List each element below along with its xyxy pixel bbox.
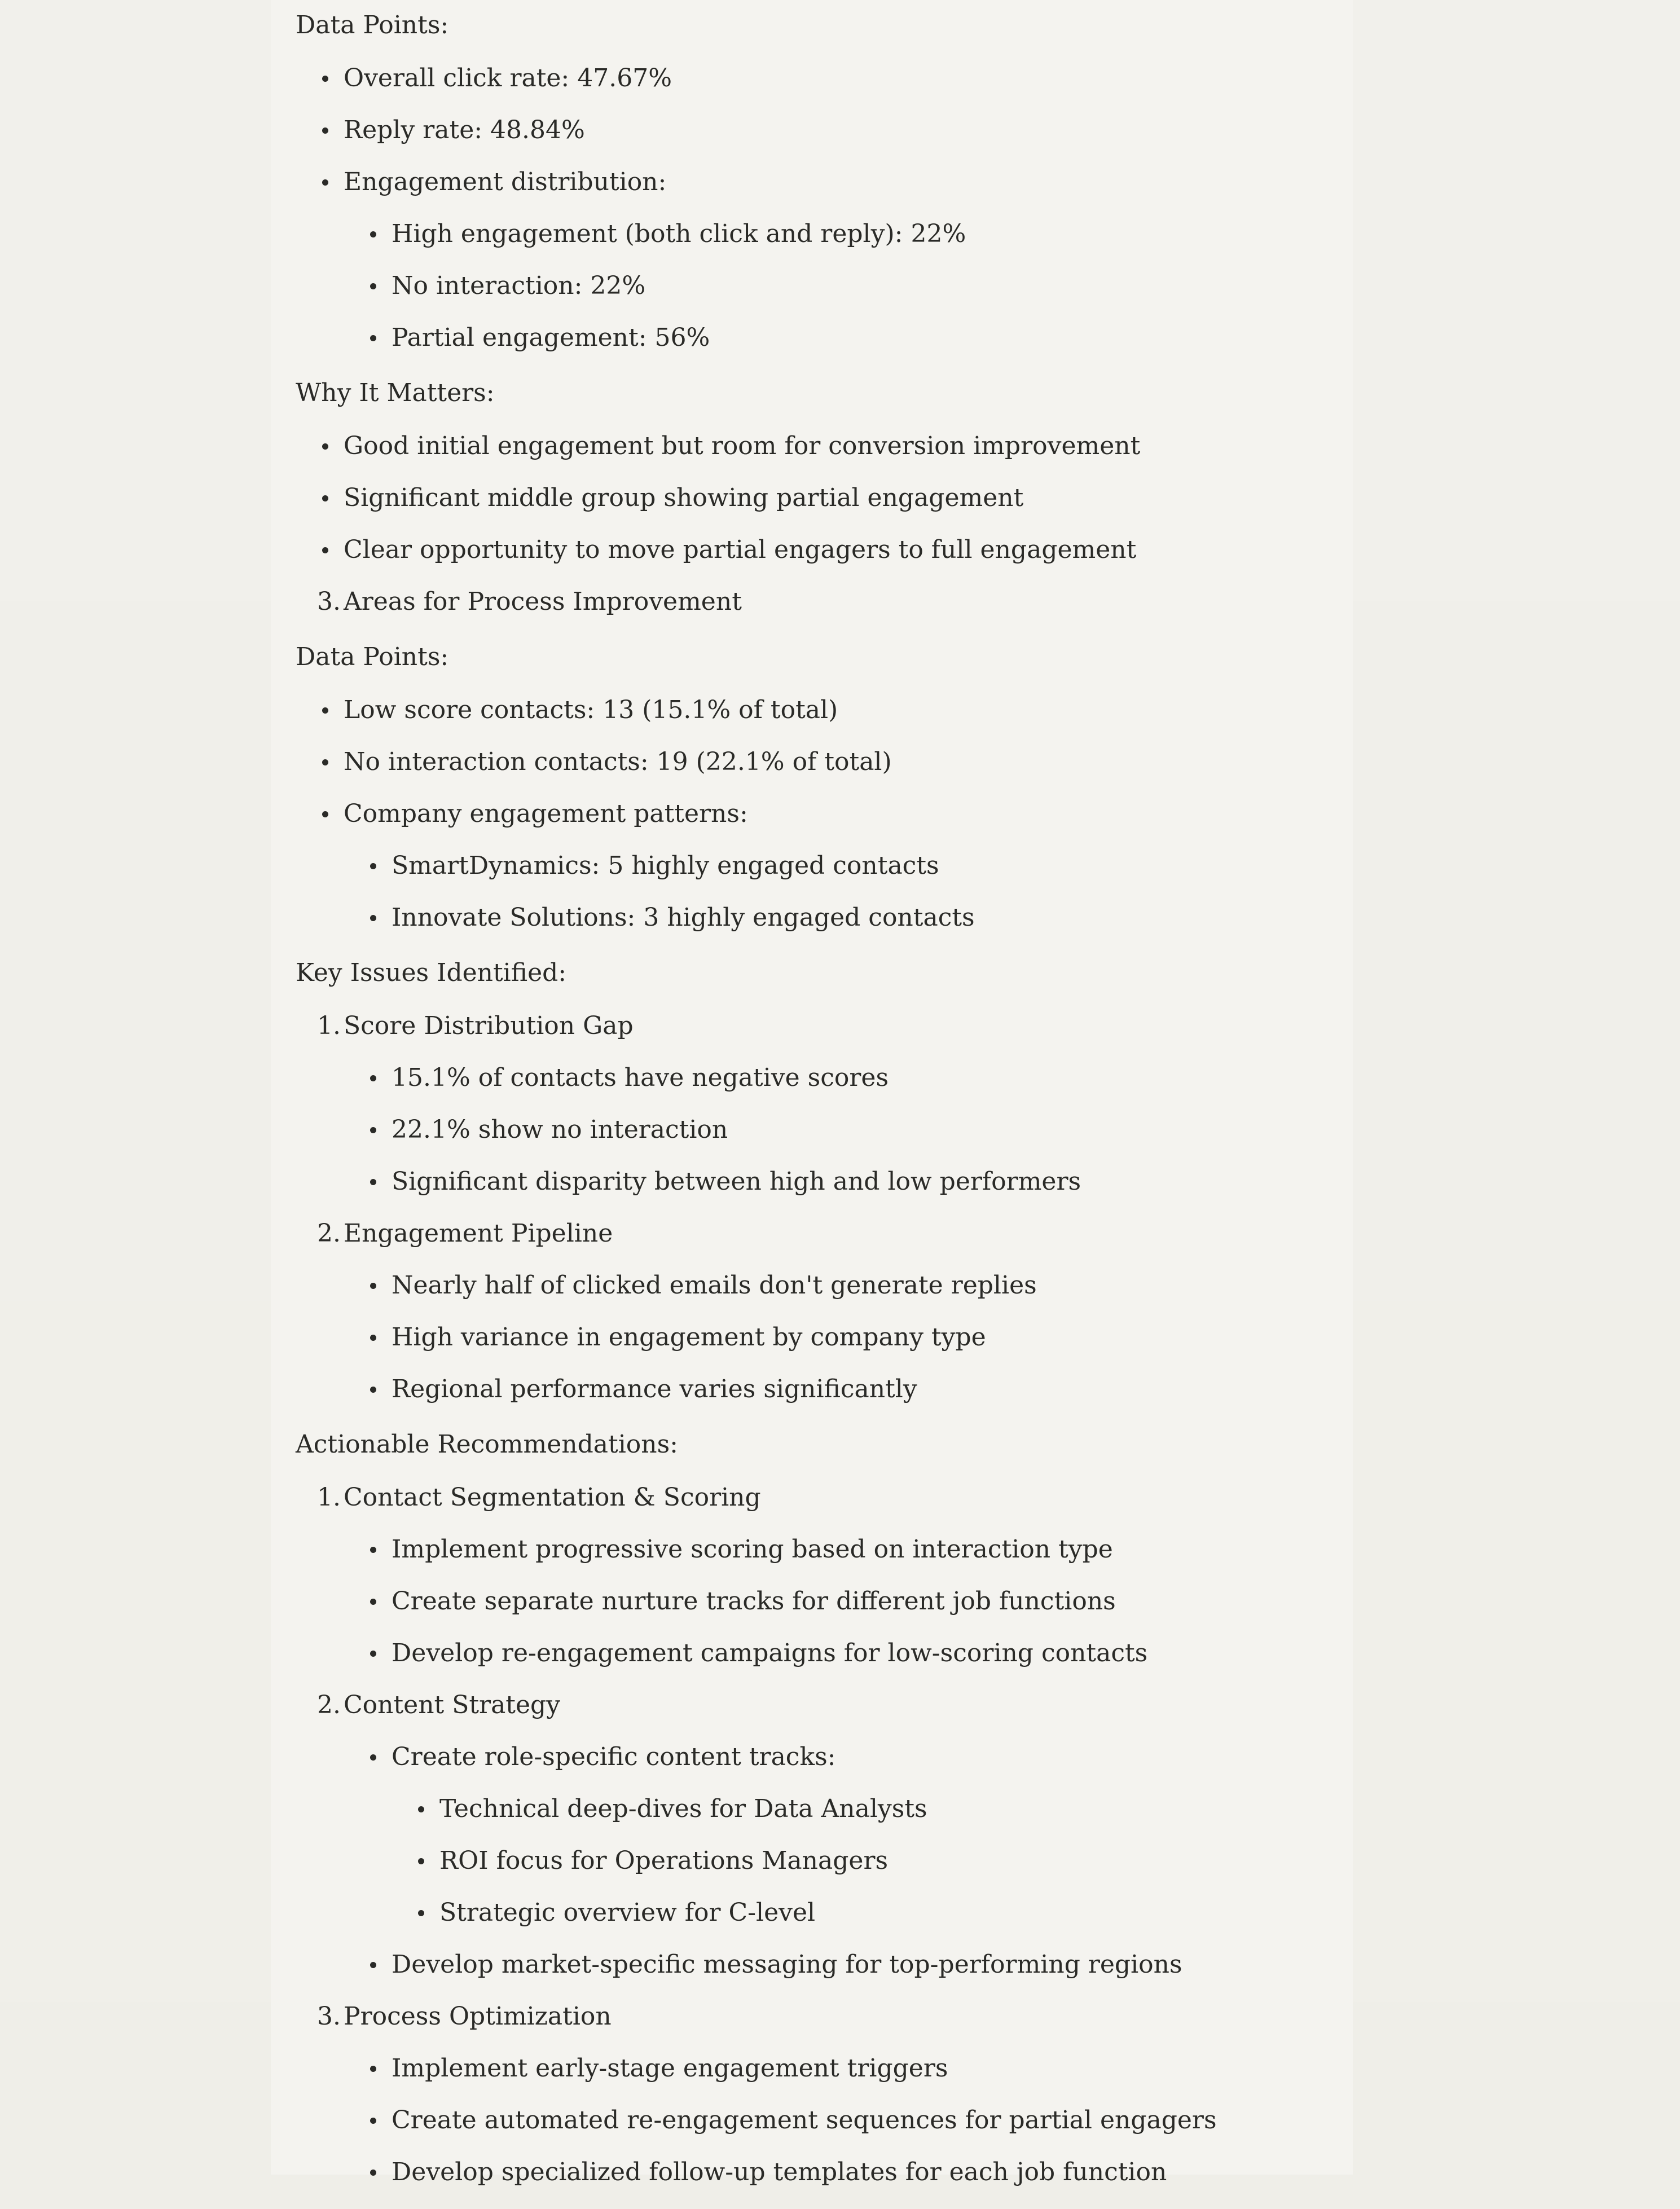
section-heading: Key Issues Identified: (296, 958, 567, 987)
bullet-dot (322, 495, 328, 501)
document-page (271, 0, 1353, 2186)
list-item: Low score contacts: 13 (15.1% of total) (296, 695, 1334, 747)
bullet-dot (370, 1075, 376, 1081)
bullet-dot (322, 443, 328, 450)
item-number: 3. (317, 587, 341, 616)
bullet-dot (370, 1651, 376, 1657)
numbered-item: 1. Score Distribution Gap (317, 1011, 634, 1040)
sub-list-item: No interaction: 22% (296, 271, 1334, 323)
bullet-dot (370, 1283, 376, 1289)
bullet-dot (370, 1962, 376, 1968)
bullet-dot (418, 1858, 424, 1864)
bullet-list (296, 431, 1334, 642)
item-number: 2. (317, 1691, 341, 1719)
bullet-dot (370, 863, 376, 869)
section-heading: Data Points: (296, 643, 449, 671)
section-heading: Why It Matters: (296, 379, 495, 407)
sub-list-item: Innovate Solutions: 3 highly engaged contacts (296, 903, 1334, 958)
item-number: 1. (317, 1483, 341, 1512)
sub-list-item: 22.1% show no interaction (296, 1115, 1334, 1167)
sub-list-item: Develop re-engagement campaigns for low-scoring contacts (296, 1638, 1334, 1690)
bullet-dot (370, 1599, 376, 1605)
sub-sub-list-item: Strategic overview for C-level (296, 1898, 1334, 1950)
bullet-dot (370, 2170, 376, 2176)
item-number: 3. (317, 2002, 341, 2031)
bullet-dot (322, 707, 328, 714)
bullet-dot (370, 1127, 376, 1133)
sub-list-item: Regional performance varies significantly (296, 1374, 1334, 1429)
list-item: Overall click rate: 47.67% (296, 63, 1334, 115)
bullet-dot (370, 335, 376, 341)
sub-list-item: High engagement (both click and reply): 22% (296, 219, 1334, 271)
bullet-dot (370, 1547, 376, 1553)
sub-list-item: Develop market-specific messaging for top-performing regions (296, 1950, 1334, 2001)
sub-list-item: 15.1% of contacts have negative scores (296, 1063, 1334, 1115)
numbered-list (296, 1482, 1334, 2209)
sub-list-item: Significant disparity between high and low performers (296, 1167, 1334, 1218)
item-number: 1. (317, 1011, 341, 1040)
list-item: Significant middle group showing partial engagement (296, 483, 1334, 535)
bullet-dot (370, 231, 376, 237)
sub-list-item: Create role-specific content tracks: (296, 1742, 1334, 1794)
bullet-dot (322, 811, 328, 817)
numbered-item: 2. Engagement Pipeline (317, 1219, 613, 1248)
list-item: Engagement distribution: (296, 167, 1334, 219)
section-heading: Data Points: (296, 11, 449, 39)
list-item: Good initial engagement but room for conversion improvement (296, 431, 1334, 483)
bullet-dot (370, 1754, 376, 1761)
bullet-dot (322, 127, 328, 134)
sub-list-item: Partial engagement: 56% (296, 323, 1334, 378)
sub-list-item: Implement progressive scoring based on interaction type (296, 1534, 1334, 1586)
bullet-dot (322, 547, 328, 553)
bullet-dot (370, 283, 376, 289)
bullet-list (296, 695, 1334, 958)
list-item: Clear opportunity to move partial engagers to full engagement (296, 535, 1334, 587)
list-item: Reply rate: 48.84% (296, 115, 1334, 167)
list-item: No interaction contacts: 19 (22.1% of total) (296, 747, 1334, 799)
item-number: 2. (317, 1219, 341, 1248)
section-heading: Actionable Recommendations: (296, 1430, 679, 1459)
numbered-item: 2. Content Strategy (317, 1691, 561, 1719)
sub-sub-list-item: Technical deep-dives for Data Analysts (296, 1794, 1334, 1846)
bullet-dot (322, 759, 328, 765)
sub-list-item: Nearly half of clicked emails don't generate replies (296, 1270, 1334, 1322)
bullet-list (296, 63, 1334, 378)
sub-list-item: Implement early-stage engagement triggers (296, 2053, 1334, 2105)
sub-list-item: SmartDynamics: 5 highly engaged contacts (296, 851, 1334, 903)
bullet-dot (370, 1335, 376, 1341)
document-content (296, 10, 1334, 2209)
sub-list-item: Create separate nurture tracks for different job functions (296, 1586, 1334, 1638)
bullet-dot (370, 915, 376, 921)
sub-list-item: Create automated re-engagement sequences for partial engagers (296, 2105, 1334, 2157)
bullet-dot (370, 1387, 376, 1393)
bullet-dot (418, 1806, 424, 1812)
bullet-dot (370, 1179, 376, 1185)
bullet-dot (370, 2118, 376, 2124)
sub-sub-list-item: ROI focus for Operations Managers (296, 1846, 1334, 1898)
numbered-item: 1. Contact Segmentation & Scoring (317, 1483, 761, 1512)
bullet-dot (370, 2066, 376, 2072)
bullet-dot (322, 179, 328, 186)
list-item: Company engagement patterns: (296, 799, 1334, 851)
sub-list-item: High variance in engagement by company type (296, 1322, 1334, 1374)
bullet-dot (418, 1910, 424, 1916)
sub-list-item: Develop specialized follow-up templates for each job function (296, 2157, 1334, 2209)
numbered-item: 3. Process Optimization (317, 2002, 612, 2031)
numbered-list (296, 1011, 1334, 1429)
bullet-dot (322, 76, 328, 82)
numbered-item: 3. Areas for Process Improvement (317, 587, 742, 616)
